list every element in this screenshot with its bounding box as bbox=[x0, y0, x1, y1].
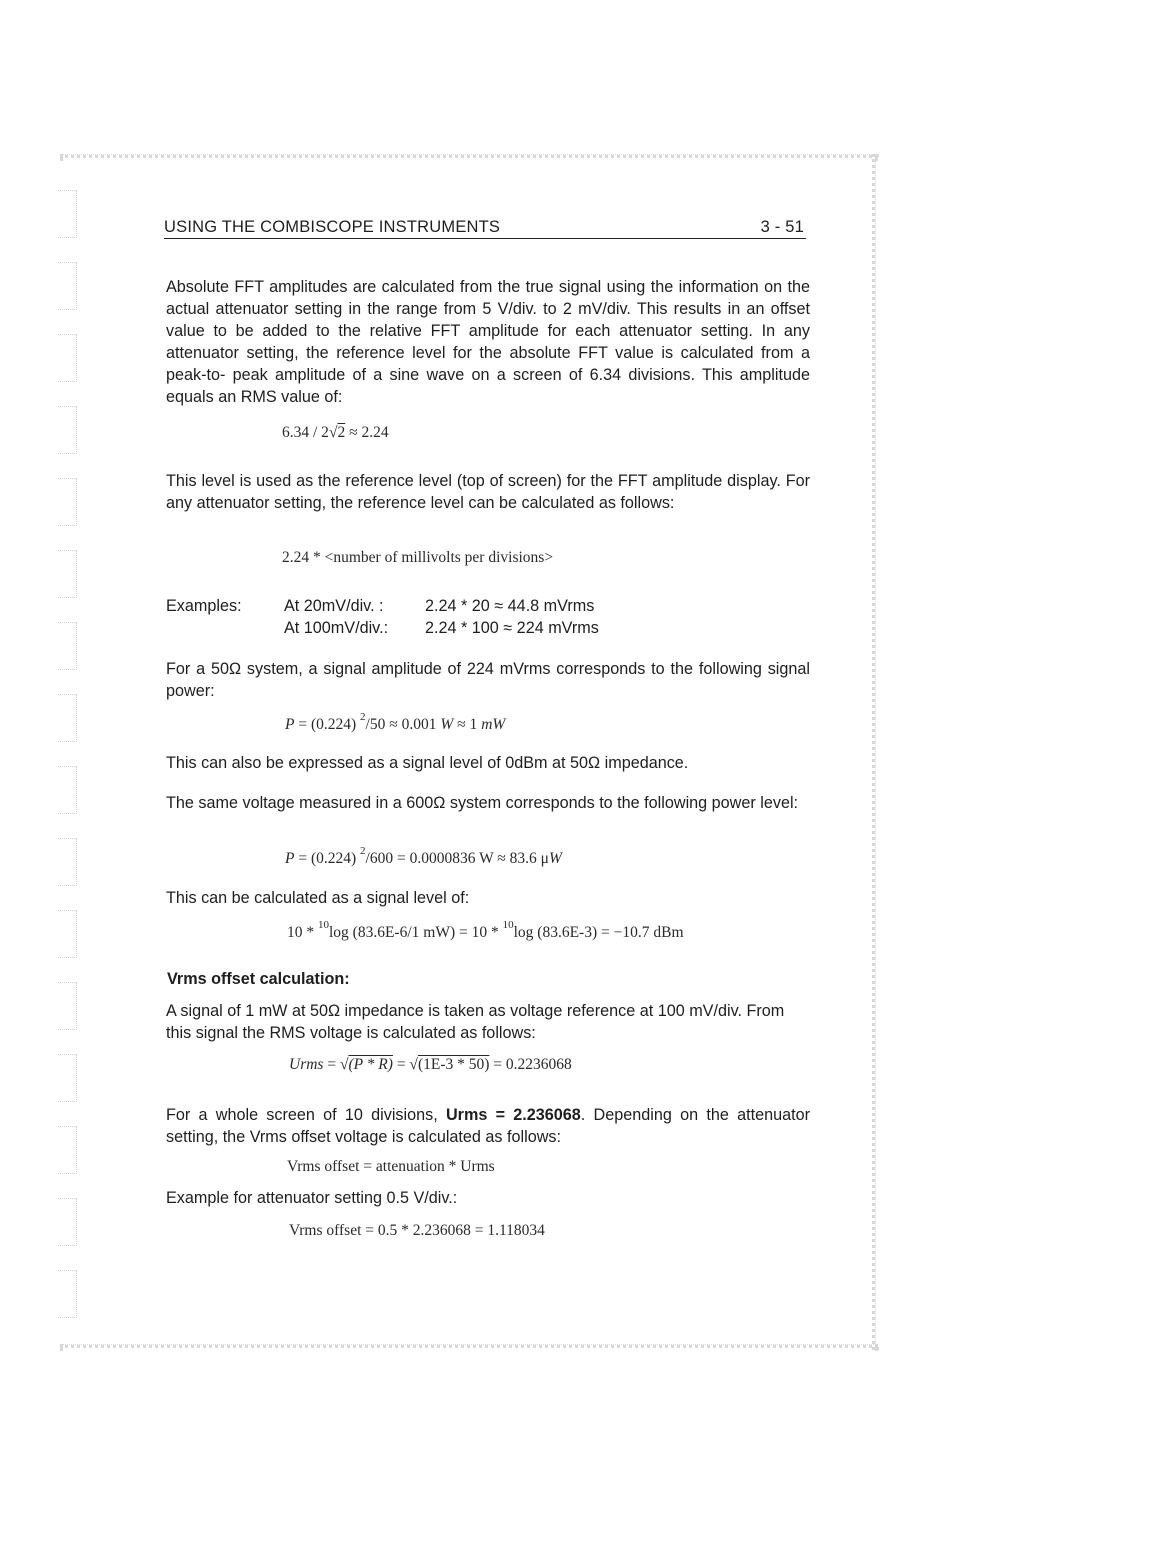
binder-mark bbox=[58, 1198, 77, 1246]
binder-mark bbox=[58, 838, 77, 886]
binder-mark bbox=[58, 694, 77, 742]
formula-var: P bbox=[285, 716, 295, 733]
paragraph-signal-level: This can be calculated as a signal level of: bbox=[166, 889, 470, 907]
binder-mark bbox=[58, 550, 77, 598]
formula-var: P bbox=[285, 850, 295, 867]
section-heading: Vrms offset calculation: bbox=[167, 970, 350, 988]
paragraph-whole-screen bbox=[166, 1104, 810, 1148]
formula-part: = (0.224) bbox=[294, 850, 361, 867]
page-header bbox=[164, 216, 806, 239]
formula-vrms-offset: Vrms offset = attenuation * Urms bbox=[287, 1158, 495, 1175]
binder-mark bbox=[58, 478, 77, 526]
binder-mark bbox=[58, 1126, 77, 1174]
header-title: USING THE COMBISCOPE INSTRUMENTS bbox=[164, 218, 501, 236]
binder-mark bbox=[58, 910, 77, 958]
formula-part: log (83.6E-3) = −10.7 dBm bbox=[513, 924, 684, 941]
formula-part: = (0.224) bbox=[294, 716, 361, 733]
binder-mark bbox=[58, 622, 77, 670]
formula-var: Urms bbox=[289, 1056, 324, 1073]
formula-vrms-example: Vrms offset = 0.5 * 2.236068 = 1.118034 bbox=[289, 1222, 545, 1239]
binder-mark bbox=[58, 1054, 77, 1102]
paragraph-0dbm: This can also be expressed as a signal level of 0dBm at 50Ω impedance. bbox=[166, 754, 689, 772]
paragraph-50-ohm: For a 50Ω system, a signal amplitude of 224 mVrms corresponds to the following signal power: bbox=[166, 660, 810, 700]
binder-mark bbox=[58, 766, 77, 814]
binder-mark bbox=[58, 982, 77, 1030]
formula-part: 10 * bbox=[287, 924, 318, 941]
page-number: 3 - 51 bbox=[760, 218, 804, 236]
formula-superscript: 10 bbox=[318, 919, 329, 931]
formula-part: ≈ 1 bbox=[453, 716, 482, 733]
formula-part: 6.34 / 2 bbox=[282, 424, 329, 441]
example-row-1-at: At 20mV/div. : bbox=[284, 597, 384, 615]
formula-radicand: 2 bbox=[337, 424, 346, 441]
formula-exponent: 2 bbox=[360, 711, 366, 723]
text-span: For a whole screen of 10 divisions, bbox=[166, 1106, 446, 1124]
formula-var: W bbox=[548, 850, 562, 867]
binder-mark bbox=[58, 406, 77, 454]
formula-var: W bbox=[440, 716, 454, 733]
scan-bottom-border bbox=[60, 1344, 878, 1348]
formula-part: /50 ≈ 0.001 bbox=[365, 716, 441, 733]
formula-part: = 0.2236068 bbox=[489, 1056, 572, 1073]
text-span: . Depending on the attenuator setting, the Vrms offset voltage is calculated as follows: bbox=[166, 1106, 810, 1146]
formula-urms bbox=[289, 1056, 572, 1074]
formula-part: log (83.6E-6/1 mW) = 10 * bbox=[329, 924, 503, 941]
paragraph-example-attenuator: Example for attenuator setting 0.5 V/div.: bbox=[166, 1189, 458, 1207]
paragraph-fft-amplitudes: Absolute FFT amplitudes are calculated from the true signal using the information on the actual attenuator setting in the range from 5 V/div. to 2 mV/div. This results in an offset value to be added to the relative FFT amplitude for each attenuator setting. In any attenuator setting, the reference level for the absolute FFT value is calculated from a peak-to- peak amplitude of a sine wave on a screen of 6.34 divisions. This amplitude equals an RMS value of: bbox=[166, 278, 810, 406]
binder-mark bbox=[58, 262, 77, 310]
example-row-2-at: At 100mV/div.: bbox=[284, 619, 389, 637]
binder-mark bbox=[58, 334, 77, 382]
formula-radicand: (1E-3 * 50) bbox=[417, 1056, 490, 1073]
scan-right-border bbox=[872, 154, 876, 1350]
formula-reference: 2.24 * <number of millivolts per divisions> bbox=[282, 549, 554, 566]
binder-mark bbox=[58, 190, 77, 238]
paragraph-voltage-reference: A signal of 1 mW at 50Ω impedance is taken as voltage reference at 100 mV/div. From this signal the RMS voltage is calculated as follows: bbox=[166, 1002, 785, 1042]
formula-superscript: 10 bbox=[502, 919, 514, 931]
formula-radicand: (P * R) bbox=[348, 1056, 393, 1073]
examples-label: Examples: bbox=[166, 597, 242, 615]
binder-mark bbox=[58, 1270, 77, 1318]
sqrt-symbol: √ bbox=[328, 424, 338, 441]
paragraph-reference-level: This level is used as the reference level (top of screen) for the FFT amplitude display. For any attenuator setting, the reference level can be calculated as follows: bbox=[166, 472, 810, 512]
formula-rms bbox=[282, 424, 389, 442]
paragraph-600-ohm: The same voltage measured in a 600Ω system corresponds to the following power level: bbox=[166, 794, 799, 812]
formula-dbm bbox=[287, 919, 684, 942]
example-row-1-calc: 2.24 * 20 ≈ 44.8 mVrms bbox=[425, 597, 595, 615]
formula-part: ≈ 2.24 bbox=[345, 424, 389, 441]
example-row-2-calc: 2.24 * 100 ≈ 224 mVrms bbox=[425, 619, 599, 637]
formula-exponent: 2 bbox=[360, 845, 366, 857]
formula-power-50 bbox=[285, 711, 506, 734]
formula-part: = √ bbox=[392, 1056, 418, 1073]
bold-value: Urms = 2.236068 bbox=[445, 1106, 581, 1124]
formula-part: = √ bbox=[323, 1056, 349, 1073]
formula-power-600 bbox=[285, 845, 562, 868]
formula-var: mW bbox=[481, 716, 506, 733]
formula-part: /600 = 0.0000836 W ≈ 83.6 μ bbox=[365, 850, 549, 867]
scan-top-border bbox=[60, 154, 878, 158]
